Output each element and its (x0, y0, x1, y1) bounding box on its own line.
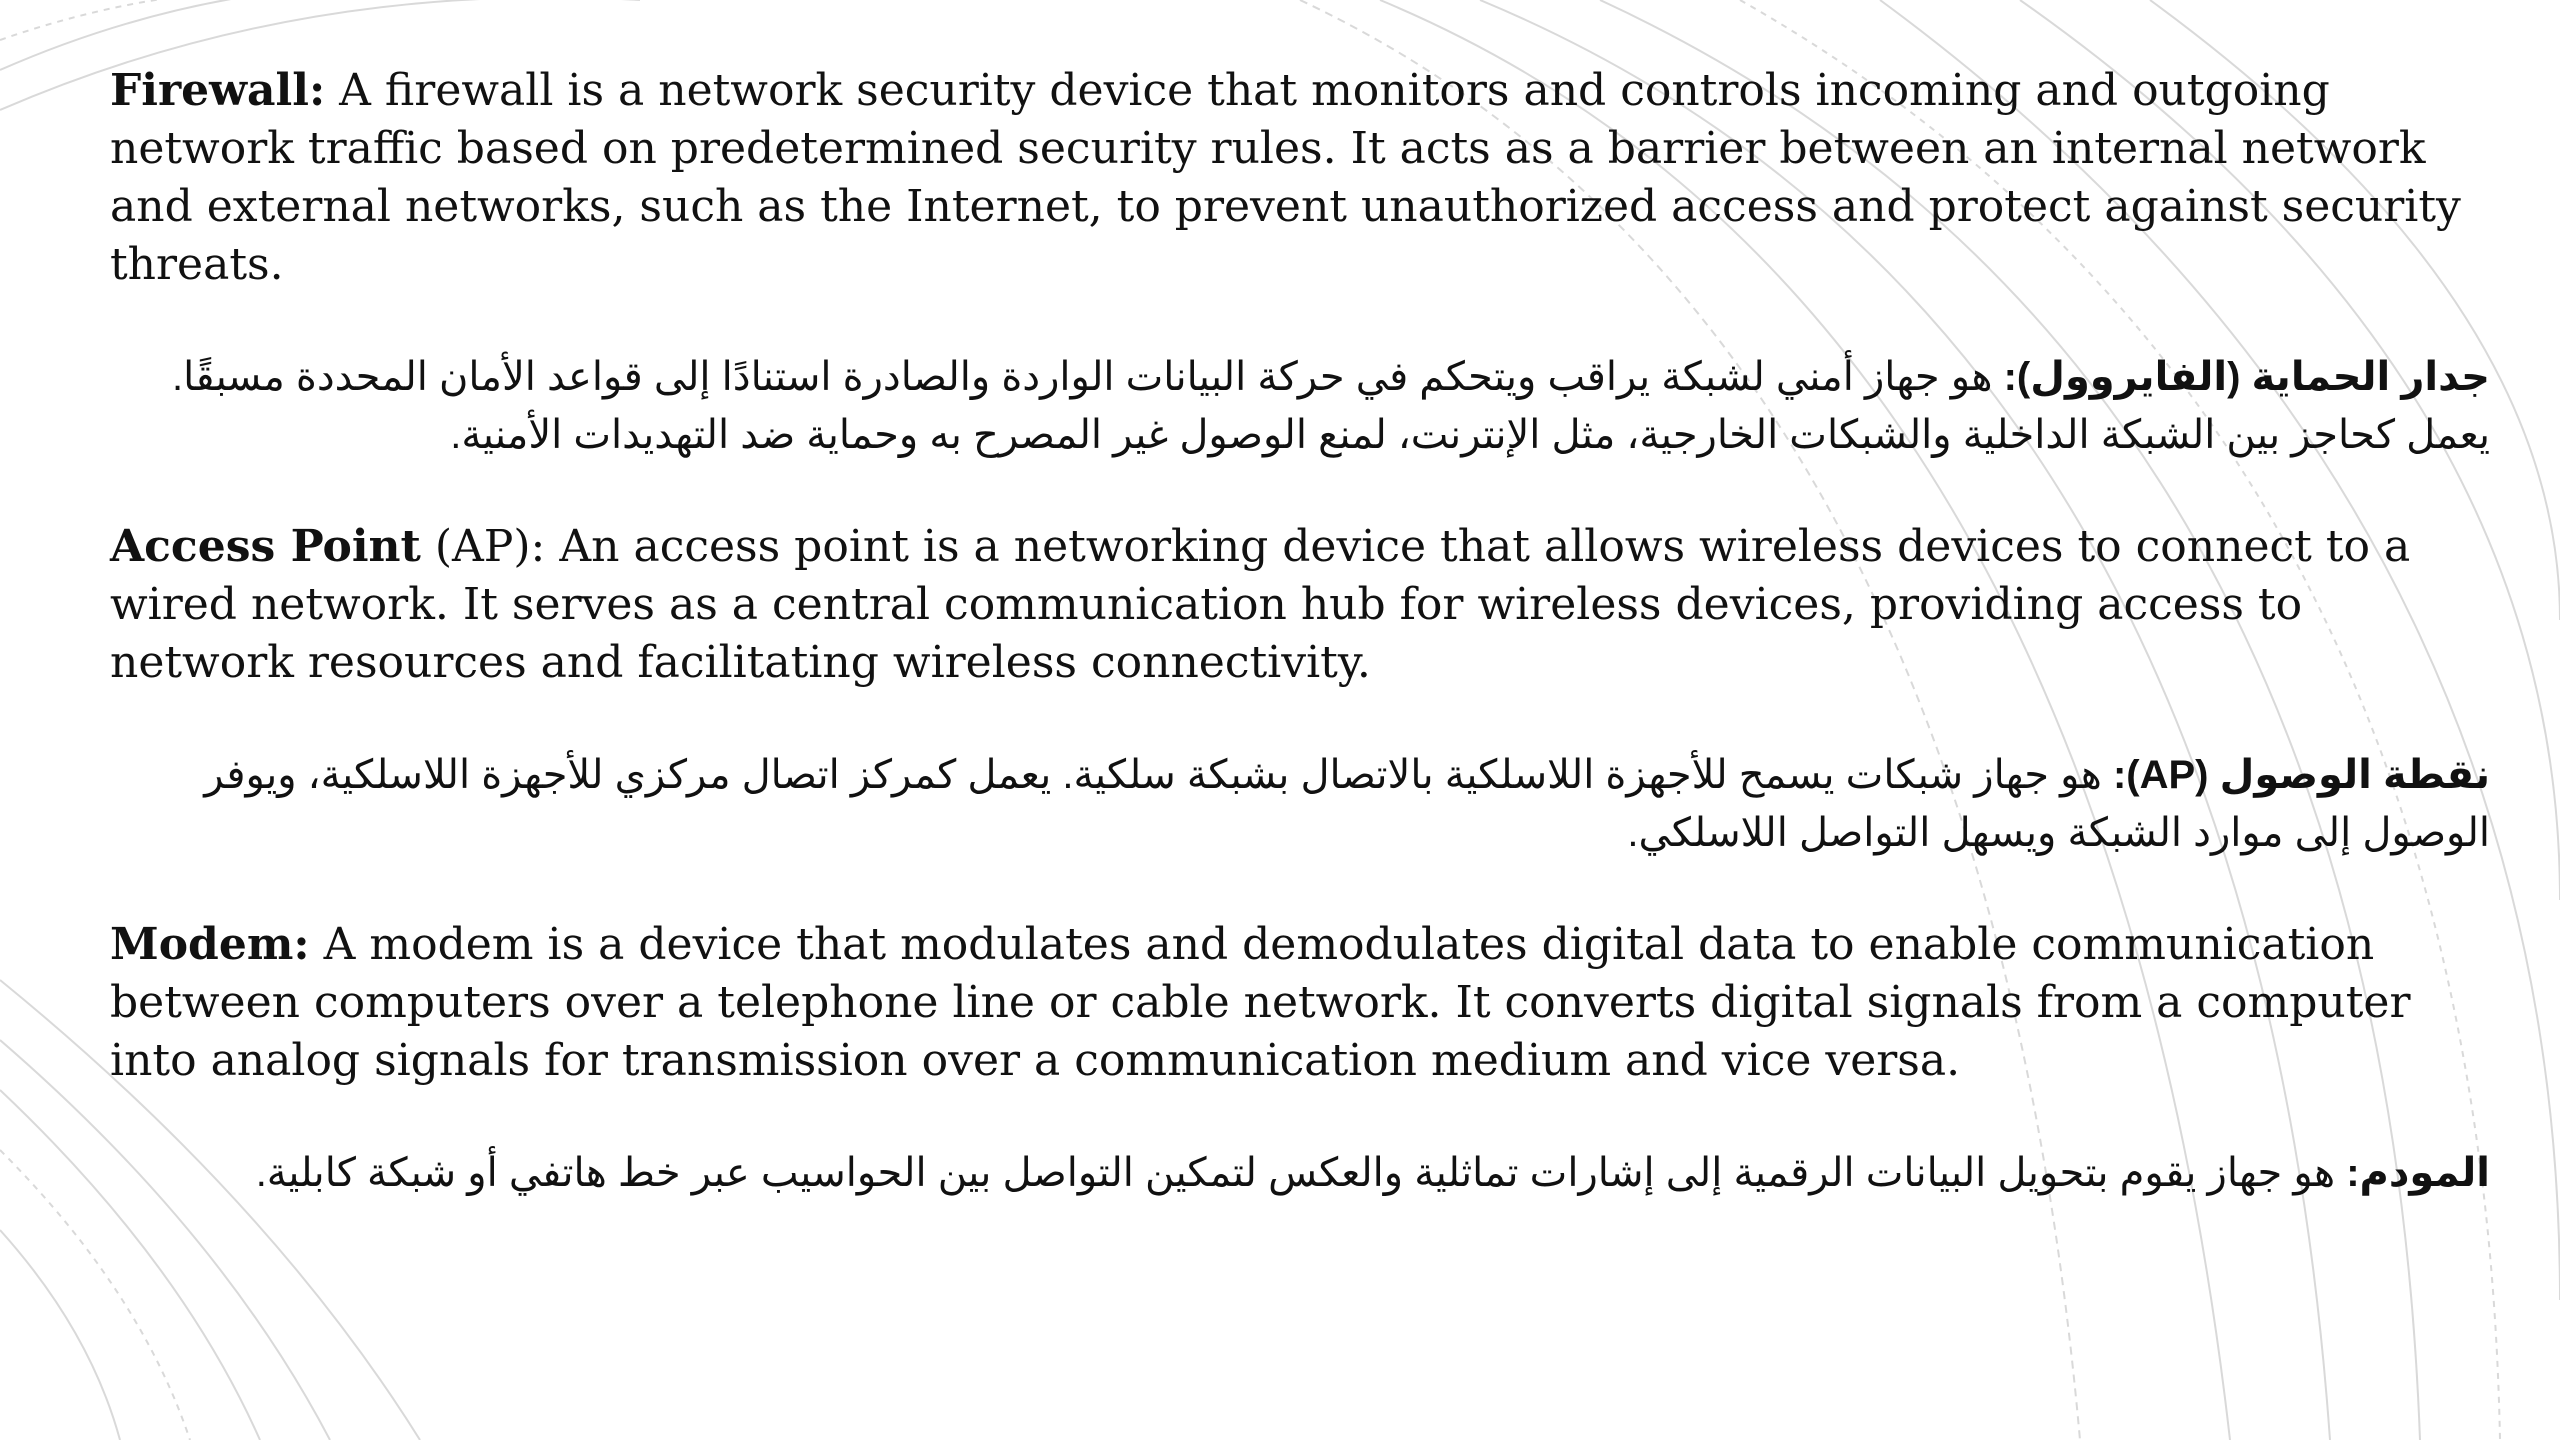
firewall-ar-term: جدار الحماية (الفايروول): (2003, 355, 2490, 399)
firewall-ar-text: هو جهاز أمني لشبكة يراقب ويتحكم في حركة البيانات الواردة والصادرة استنادًا إلى قواعد الأمان المحددة مسبقًا. يعمل كحاجز بين الشبكة الداخلية والشبكات الخارجية، مثل الإنترنت، لمنع الوصول غير المصرح به وحماية ضد التهديدات الأمنية. (172, 355, 2490, 457)
modem-en-term: Modem: (110, 919, 310, 970)
modem-en-text: A modem is a device that modulates and demodulates digital data to enable communication between computers over a telephone line or cable network. It converts digital signals from a computer into analog signals for transmission over a communication medium and vice versa. (110, 919, 2411, 1086)
firewall-en-text: A firewall is a network security device that monitors and controls incoming and outgoing network traffic based on predetermined security rules. It acts as a barrier between an internal network and external networks, such as the Internet, to prevent unauthorized access and protect against security threats. (110, 65, 2461, 290)
access-point-en-paragraph (110, 518, 2490, 692)
modem-ar-paragraph (110, 1144, 2490, 1202)
access-point-en-text: (AP): An access point is a networking device that allows wireless devices to connect to a wired network. It serves as a central communication hub for wireless devices, providing access to network resources and facilitating wireless connectivity. (110, 521, 2411, 688)
access-point-ar-paragraph (110, 746, 2490, 862)
content (110, 62, 2490, 1202)
access-point-ar-text: هو جهاز شبكات يسمح للأجهزة اللاسلكية بالاتصال بشبكة سلكية. يعمل كمركز اتصال مركزي للأجهزة اللاسلكية، ويوفر الوصول إلى موارد الشبكة ويسهل التواصل اللاسلكي. (204, 753, 2490, 855)
access-point-ar-term: نقطة الوصول (AP): (2112, 753, 2490, 797)
access-point-en-term: Access Point (110, 521, 421, 572)
firewall-ar-paragraph (110, 348, 2490, 464)
modem-ar-term: المودم: (2346, 1151, 2490, 1195)
firewall-en-paragraph (110, 62, 2490, 294)
modem-en-paragraph (110, 916, 2490, 1090)
modem-ar-text: هو جهاز يقوم بتحويل البيانات الرقمية إلى إشارات تماثلية والعكس لتمكين التواصل بين الحواسيب عبر خط هاتفي أو شبكة كابلية. (255, 1151, 2347, 1195)
firewall-en-term: Firewall: (110, 65, 326, 116)
